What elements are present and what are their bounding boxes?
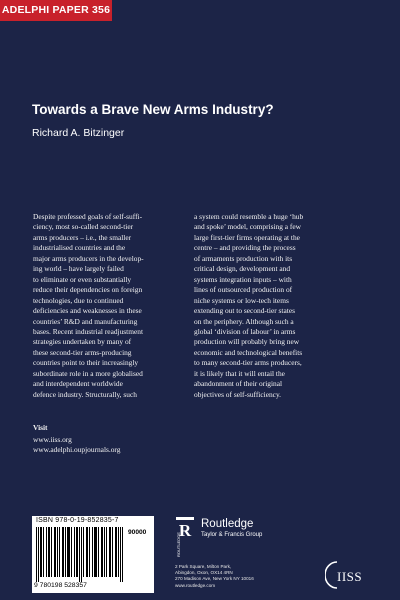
blurb-line: it is likely that it will entail the (194, 368, 285, 378)
blurb-line: reduce their dependencies on foreign (33, 285, 143, 295)
blurb-line: objectives of self-sufficiency. (194, 389, 282, 399)
iiss-logo-text: IISS (337, 569, 363, 584)
blurb-line: and interdependent worldwide (33, 379, 123, 389)
iiss-website-link[interactable]: www.iiss.org (33, 434, 72, 444)
address-line: www.routledge.com (175, 582, 216, 588)
blurb-line: large first-tier firms operating at the (194, 232, 300, 242)
blurb-column-2 (194, 212, 326, 400)
book-author: Richard A. Bitzinger (32, 127, 125, 139)
visit-heading: Visit (33, 423, 48, 432)
publisher-name: Routledge (201, 518, 254, 530)
series-label: ADELPHI PAPER 356 (0, 0, 112, 21)
blurb-line: on the periphery. Although such a (194, 316, 294, 326)
address-line: 270 Madison Ave, New York NY 10016 (175, 576, 254, 582)
svg-text:R: R (178, 521, 192, 540)
publisher-block (175, 516, 295, 596)
blurb-line: technologies, due to continued (33, 295, 124, 305)
blurb-line: countries’ R&D and manufacturing (33, 316, 138, 326)
ean-number: 9 780198 528357 (34, 582, 87, 589)
book-title: Towards a Brave New Arms Industry? (32, 102, 274, 117)
blurb-line: bases. Recent industrial readjustment (33, 326, 144, 336)
visit-block (33, 423, 120, 456)
blurb-line: to eliminate or even substantially (33, 274, 132, 284)
isbn-barcode (32, 516, 154, 593)
blurb-line: to many second-tier arms producers, (194, 358, 302, 368)
blurb-line: ing world – have largely failed (33, 264, 124, 274)
blurb-line: of armaments production with its (194, 253, 293, 263)
adelphi-website-link[interactable]: www.adelphi.oupjournals.org (33, 445, 121, 454)
blurb-line: global ‘division of labour’ in arms (194, 326, 296, 336)
price-code: 90000 (128, 529, 147, 536)
svg-text:ROUTLEDGE: ROUTLEDGE (176, 532, 181, 557)
iiss-logo (325, 560, 375, 590)
publisher-group: Taylor & Francis Group (201, 532, 263, 538)
publisher-address (175, 564, 315, 589)
blurb-line: economic and technological benefits (194, 347, 303, 357)
blurb-line: extending out to second-tier states (194, 306, 295, 316)
blurb-line: arms producers – i.e., the smaller (33, 232, 132, 242)
isbn-number: ISBN 978-0-19-852835-7 (36, 517, 119, 524)
blurb-line: subordinate role in a more globalised (33, 368, 143, 378)
address-line: Abingdon, Oxon, OX14 4RN (175, 570, 233, 576)
blurb-line: production will probably bring new (194, 337, 300, 347)
blurb-line: and spoke’ model, comprising a few (194, 222, 301, 232)
blurb-line: Despite professed goals of self-suffi- (33, 212, 143, 221)
barcode-bars-icon (36, 527, 124, 582)
blurb-line: lines of outsourced production of (194, 285, 293, 295)
blurb-line: major arms producers in the develop- (33, 253, 144, 263)
address-line: 2 Park Square, Milton Park, (175, 564, 232, 569)
blurb-line: a system could resemble a huge ‘hub (194, 212, 304, 221)
blurb-line: countries point to their increasingly (33, 358, 139, 368)
blurb-line: defence industry. Structurally, such (33, 389, 137, 399)
blurb-line: centre – and providing the process (194, 243, 296, 253)
blurb-line: critical design, development and (194, 264, 291, 274)
blurb-line: abandonment of their original (194, 379, 283, 389)
blurb-column-1 (33, 212, 165, 400)
routledge-logo-icon (175, 517, 197, 559)
blurb-line: ciency, most so-called second-tier (33, 222, 134, 232)
blurb-line: systems integration inputs – with (194, 274, 292, 284)
blurb-line: deficiencies and weaknesses in these (33, 306, 142, 316)
blurb-line: these second-tier arms-producing (33, 347, 132, 357)
blurb-line: niche systems or low-tech items (194, 295, 289, 305)
blurb-line: strategies undertaken by many of (33, 337, 132, 347)
blurb-line: industrialised countries and the (33, 243, 126, 253)
